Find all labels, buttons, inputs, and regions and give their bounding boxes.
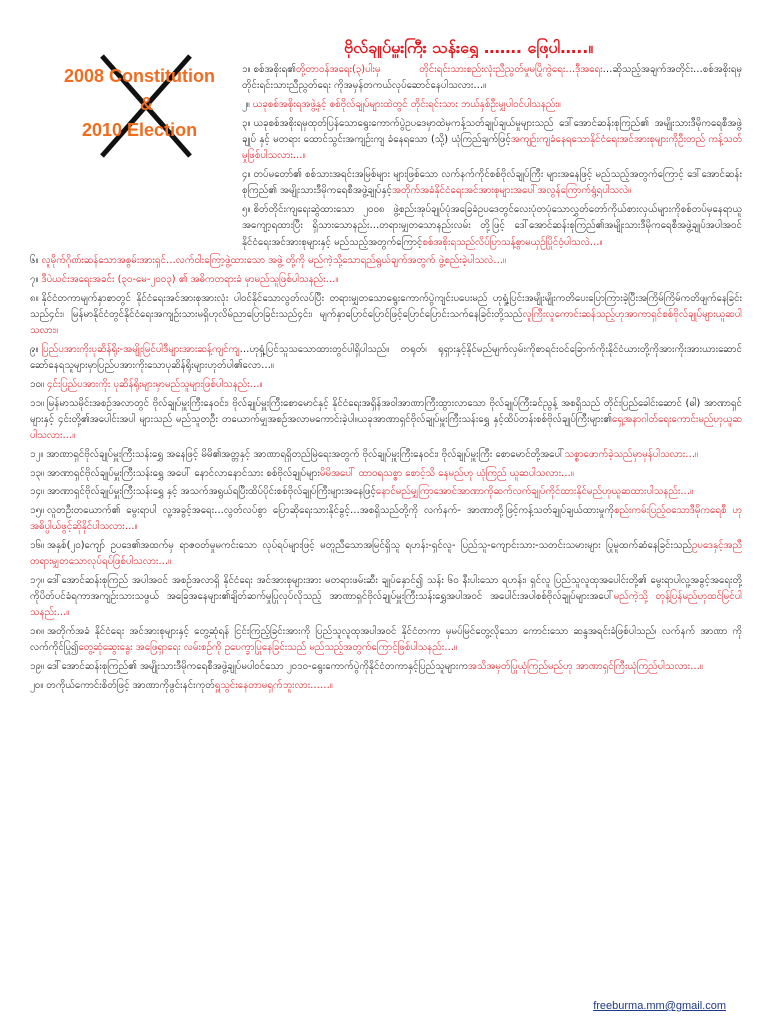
question-number: ၉။	[30, 343, 39, 355]
question-paragraph	[30, 62, 742, 95]
question-text: အာဏာရှင်ဗိုလ်ချုပ်မှူးကြီးသန်းရွှေ အပေါ် နောင်လာနောင်သား စစ်ဗိုလ်ချုပ်များ	[47, 467, 320, 479]
question-highlight-text: အသိအမှတ်ပြုယုံကြည်မည်ဟု အာဏာရှင်ကြီးယုံကြည်ပါသလား…။	[467, 661, 703, 673]
question-paragraph	[30, 466, 742, 482]
question-text: တပ်မတော်၏ စစ်သားအရင်းအမြစ်များ များဖြစ်သော လက်နက်ကိုင်စစ်ဗိုလ်ချုပ်ကြီး များအနေဖြင့် မည်သည့်အတွက်ကြောင့် ဒေါ်အောင်ဆန်းစုကြည်၏ အမျိုးသားဒီမိုကရေစီအဖွဲ့ချုပ်နှင့်	[242, 168, 742, 197]
question-paragraph	[30, 573, 742, 622]
question-highlight-text: ပြည်ပအားကိုးပုဆိန်ရိုး-အမျိုးမြင်ပါဒီများအားဆန့်ကျင်ကျ	[41, 343, 240, 355]
question-paragraph	[30, 659, 742, 675]
question-paragraph	[30, 253, 742, 269]
question-paragraph	[30, 538, 742, 571]
question-number: ၁၁။	[30, 397, 44, 409]
question-highlight-text: ယခုစစ်အစိုးရအဖွဲ့နှင့် စစ်ဗိုလ်ချုပ်များထဲတွင် တိုင်းရင်းသား ဘယ်နှစ်ဦးမျှပါဝင်ပါသနည်း။	[252, 98, 561, 110]
question-paragraph	[30, 377, 742, 393]
question-highlight-text: လူကြီးလူကောင်းဆန်သည့်ဟုအာကာရှင်စစ်ဗိုလ်ချုပ်များယူဆပါသလား။	[30, 308, 742, 337]
question-highlight-text: ဥပဒေနှင့်အညီ တရားမျှတသောလုပ်ရပ်ဖြစ်ပါသလား…။	[30, 539, 742, 568]
question-text: စိတ်တိုင်းကျရေးဆွဲထားသော ၂၀၀၈ ဖွဲ့စည်းအုပ်ချုပ်ပုံအခြေခံဥပဒေတွင်လေးပုံတပုံသောလွှတ်တော်ကိုယ်စားလှယ်များကိုစစ်တပ်မှနေရာယူ အကျော့ရထားပြီး ရှိသားသောနည်း…တရားမျှတသောနည်းလမ်း တို့ဖြင့် ဒေါ်အောင်ဆန်းစုကြည်၏အမျိုးသားဒီမိုကရေစီအဖွဲ့ချုပ်အပါအဝင်နိုင်ငံရေးအင်အားစုများနှင့် မည်သည့်အတွက်ကြောင့်	[242, 203, 742, 248]
question-paragraph	[30, 116, 742, 165]
question-number: ၃။	[242, 117, 251, 129]
question-text: အာဏာရှင်ဗိုလ်ချုပ်မှူးကြီးသန်းရွှေ နှင့် အသက်အရွယ်ရပြီးထိပ်ပိုင်းစစ်ဗိုလ်ချုပ်ကြီးများအနေဖြင့်	[47, 486, 376, 498]
question-text: စစ်အစိုးရ၏	[253, 64, 296, 75]
question-text: ဒေါ်အောင်ဆန်းစုကြည် အပါအဝင် အစဉ်အလာရှိ နိုင်ငံရေး အင်အားစုများအား မတရားဖမ်းဆီး ချုပ်နှောင်၍ သန်း ၆၀ နီးပါးသော ရဟန်း၊ ရှင်လူ ပြည်သူလူထုအပေါင်းတို့၏ မွေးရာပါလူ့အခွင့်အရေးတို့ကိုပိတ်ပင်ခံရကာအကျဉ်းသားသဖွယ် အခြေအနေများ၏ချိတ်ဆက်မှုပြုလုပ်လိုသည့် အာဏာရှင်ဗိုလ်ချုပ်မှူးကြီးသန်းရွှေအပါအဝင် အပေါင်းအပါစစ်ဗိုလ်ချုပ်များအပေါ်	[30, 574, 742, 603]
question-text: …ဟုရှုံ့ပြင်သူသသောထားတွင်ပါရှိပါသည်။ တရုတ်၊ ရုရှားနှင့်နိုင်မည်မျက်လှမ်းကိုစာရင်းဝင်ခြောက်ကိုးနိုင်ငံယားတို့ကိုအားကိုးအားယားဆောင်ဆော်နေရသူများမှာပြည်ပအားကိုးသောပုဆိန်ရိုးများဟုတ်ပါ၏လော…။	[30, 343, 742, 372]
question-number: ၁၂။	[30, 448, 44, 460]
question-paragraph	[30, 484, 742, 500]
question-text: တကိုယ်ကောင်းစိတ်ဖြင့် အာဏာကိုဖွင်းနင်းကုတ်	[46, 679, 215, 691]
question-number: ၁။	[242, 64, 251, 75]
question-paragraph	[30, 167, 742, 200]
page-title: ဗိုလ်ချုပ်မှူးကြီး သန်းရွှေ ……. ဖြေပါ…..။	[344, 38, 594, 57]
footer-email[interactable]: freeburma.mm@gmail.com	[593, 1000, 726, 1012]
question-number: ၁၆။	[30, 539, 44, 551]
question-highlight-text: တွေ့ဆုံဆွေးနွေး အဖြေရှာရေး လမ်းစဉ်ကို ဥပေက္ခာပြုနေခြင်းသည် မည်သည့်အတွက်ကြောင့်ဖြစ်ပါသနည်း…။	[78, 642, 457, 654]
question-number: ၇။	[30, 273, 39, 285]
question-text: အနှစ်(၂၀)ကျော် ဥပဒေ၏အထက်မှ ရာဇဝတ်မှုမကင်းသော လုပ်ရပ်များဖြင့် မတူညီသောအမြင်ရှိသူ ရဟန်း-ရှင်လူ- ပြည်သူ-ကျောင်းသား-သတင်းသမားများ ပြုမူထက်ဆံနေခြင်းသည်	[47, 539, 692, 551]
question-text: အာဏာရှင်ဗိုလ်ချုပ်မှူးကြီးသန်းရွှေ အနေဖြင့် မိမိ၏အတ္တနှင့် အာဏာရရှိတည်မြဲရေးအတွက် ဗိုလ်ချုပ်မှူးကြီးနေဝင်း၊ ဗိုလ်ချုပ်မှူးကြီး စောမောင်တို့အပေါ်	[46, 448, 565, 460]
question-number: ၁၀။	[30, 378, 44, 390]
question-number: ၁၉။	[30, 661, 44, 673]
logo-line3: 2010 Election	[82, 120, 198, 140]
question-paragraph	[30, 503, 742, 536]
logo-line1: 2008 Constitution	[64, 66, 216, 86]
question-number: ၂။	[242, 98, 250, 110]
question-paragraph	[30, 342, 742, 375]
question-highlight-text: စစ်အစိုးရသည်လိပ်ပြာသန့်စွာမယှဉ်ပြိုင်ဝံ့ပါသလဲ…။	[422, 236, 603, 248]
question-number: ၁၇။	[30, 574, 44, 586]
question-highlight-text: ၄င်းပြည်ပအားကိုး ပုဆိန်ရိုးများမှာမည်သူများဖြစ်ပါသနည်း…။	[47, 378, 263, 390]
question-highlight-text: နောင်မည်မျှကြာအောင်အာဏာကိုဆက်လက်ချုပ်ကိုင်ထားနိုင်မည်ဟုယူဆထားပါသနည်း…။	[375, 486, 694, 498]
question-text: မြန်မာသမိုင်းအစဉ်အလာတွင် ဗိုလ်ချုပ်မှူးကြီးနေဝင်း၊ ဗိုလ်ချုပ်မှူးကြီးစောမောင်နှင့် နိုင်ငံရေးအရှိန်အဝါအာဏာကြီးထွားလာသော ဗိုလ်ချုပ်ကြီးခင်ညွန့် အစရှိသည် တိုင်းပြည်ခေါင်းဆောင် (ဓါ) အာဏာရှင်များနှင့် ၄င်းတို့၏အပေါင်းအပါ များသည် မည်သူတဦး တယောက်မျှအစဉ်အလာမကောင်းခဲ့ပါ။ယခုအာဏာရှင်ဗိုလ်ချုပ်မှူးကြီးသန်းရွှေ နှင့်ထိပ်တန်းစစ်ဗိုလ်ချုပ်ကြီးများ၏	[30, 397, 742, 425]
question-number: ၁၈။	[30, 626, 45, 638]
question-text: ဒေါ်အောင်ဆန်းစုကြည်၏ အမျိုးသားဒီမိုကရေစီအဖွဲ့ချုပ်မပါဝင်သော ၂၀၁၀-ရွေးကောက်ပွဲကိုနိုင်ငံတကာနှင့်ပြည်သူများက	[47, 661, 468, 673]
question-highlight-text: စည်းကမ်းပြည့်ဝသောဒီမိုကရေစီ ဟုအဓိပ္ပါယ်ဖွင့်ဆိုနိုင်ပါသလား…။	[30, 504, 742, 533]
questions-list	[30, 62, 742, 992]
question-paragraph	[30, 97, 742, 113]
question-highlight-text: မည်ကဲ့သို့ တုန့်ပြန်မည်ဟုထင်မြင်ပါသနည်း…။	[30, 591, 742, 619]
question-paragraph	[30, 447, 742, 463]
question-highlight-text: ဒီပဲယင်းအရေးအခင်း (၃၀-မေ-၂၀၀၃) ၏ အဓိကတရားခံ မှာမည်သူဖြစ်ပါသနည်း…။	[41, 273, 339, 285]
question-number: ၅။	[242, 203, 251, 215]
question-paragraph	[30, 272, 742, 288]
question-highlight-text: ရှေ့အနာဂါတ်ရေးကောင်းမည်ဟုယူဆပါသလား…။	[30, 413, 742, 442]
question-number: ၁၅။	[30, 504, 44, 516]
question-text: နိုင်ငံတကာမျက်နှာစာတွင် နိုင်ငံရေးအင်အားစုအားလုံး ပါဝင်နိုင်သောလွတ်လပ်ပြီး တရားမျှတသောရွေးကောက်ပွဲကျင်းပပေးမည် ဟုရှုံ့ပြင်းအမျိုးမျိုးကတိပေးပြောကြားခဲ့ပြီးအကြိမ်ကြိမ်ကတိဖျက်နေခြင်းသည်၄င်း၊ မြန်မာနိုင်ငံတွင်နိုင်ငံရေးအကျဉ်းသားမရှိဟုလိမ်ညာပြောခြင်းသည်၄င်း၊ မျက်နှာပြောင်ပြောင်ဖြင့်ပြောင်ပြောင်းသက်နေခြင်းတို့သည်	[30, 292, 742, 320]
question-highlight-text: တို့တာဝန်အရေး(၃)ပါးမှ တိုင်းရင်းသားစည်းလုံးညီညွတ်မှုမပြိုကွဲရေး…ဒီုအရေး	[295, 64, 603, 75]
question-paragraph	[30, 624, 742, 657]
question-highlight-text: အကျဉ်းကျခံနေရသောနိုင်ငံရေးအင်အားစုများကိုဦးတည် ကန့်သတ်မှုဖြစ်ပါသလား…။	[242, 133, 742, 162]
question-highlight-text: ရှူသွင်းနေတာမရှက်ဘူးလား……။	[214, 679, 333, 691]
question-text: …ဆိုသည့်အချက်အတိုင်း…စစ်အစိုးရမှ တိုင်းရင်းသားညီညွတ်ရေး ကိုအမှန်တကယ်လုပ်ဆောင်နေပါသလား…။	[242, 64, 742, 92]
question-text: အတိုက်အခံ နိုင်ငံရေး အင်အားစုများနှင့် တွေ့ဆုံရန် ငြင်းကြည့်ခြင်းအားကို ပြည်သူလူထုအပါအဝင် နိုင်ငံတကာ မှမပ်မြင်တွေ့လိုသော ကောင်းသော ဆန္ဒအရင်းခံဖြစ်ပါသည်၊ လက်နက် အာဏာ ကိုလက်ကိုင်ပြု၍	[30, 626, 742, 654]
question-number: ၄။	[242, 168, 251, 180]
question-highlight-text: မိမိအပေါ် ထာဝရသစ္စာ စောင့်သိ နေမည်ဟု ယုံကြည် ယူဆပါသလား…။	[319, 467, 574, 479]
question-paragraph	[30, 202, 742, 251]
question-text: ယခုစစ်အစိုးရမှထုတ်ပြန်သောရွေးကောက်ပွဲဥပဒေမှာထဲမှကန့်သတ်ချုပ်ချယ်မှုများသည် ဒေါ်အောင်ဆန်းစုကြည်၏ အမျိုးသားဒီမိုကရေစီအဖွဲ့ချုပ် နှင့် မတရား ထောင်သွင်းအကျဉ်းကျ ခံနေရသော (သို့) ယုံကြည်ချက်ဖြင့်	[242, 117, 742, 145]
question-text: လူတဦးတယောက်၏ မွေးရာပါ လူ့အခွင့်အရေး…လွတ်လပ်စွာ ပြောဆိုရေးသားနိုင်ခွင့်…အစရှိသည်တို့ကို လက်နက်- အာဏာတို့ဖြင့်ကန့်သတ်ချုပ်ချယ်ထားမှုကို	[47, 504, 614, 516]
question-number: ၂၀။	[30, 679, 44, 691]
question-paragraph	[30, 396, 742, 445]
question-number: ၁၄။	[30, 486, 44, 498]
question-highlight-text: အတိုက်အခံနိုင်ငံရေးအင်အားစုများအပေါ်အလွန်ကြောက်ရွံ့ရပါသလဲ။	[391, 185, 632, 197]
question-paragraph	[30, 291, 742, 340]
question-highlight-text: သစ္စာဖောက်ခဲ့သည်မှာမှန်ပါသလား…။	[564, 448, 699, 460]
question-number: ၆။	[30, 255, 39, 267]
logo-line2: &	[140, 94, 153, 114]
question-number: ၁၃။	[30, 467, 44, 479]
question-paragraph	[30, 678, 742, 694]
question-number: ၈။	[30, 292, 39, 304]
question-highlight-text: လူမိုက်ဂိုဏ်းဆန်သောအစွမ်းအားရှင်…လက်ဝါးကြော့ဖွဲ့ထားသော အဖွဲ့ တို့ကို မည်ကဲ့သို့သောရည်ရွယ်ချက်အတွက် ဖွဲ့စည်းခဲ့ပါသလဲ…။	[41, 255, 506, 267]
